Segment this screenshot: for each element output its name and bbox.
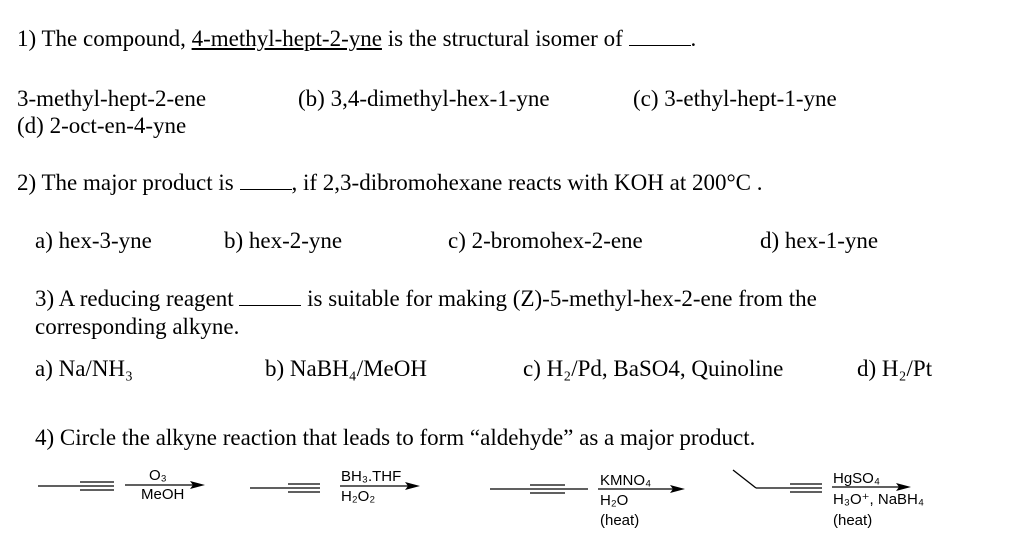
reaction-2-reagent-bottom: H₂O₂ — [341, 488, 376, 505]
q1-option-c: (c) 3-ethyl-hept-1-yne — [633, 86, 837, 111]
q3-option-d: d) H₂/Pt — [857, 356, 933, 381]
reaction-4-alkyne — [733, 470, 822, 492]
q2-option-c: c) 2-bromohex-2-ene — [448, 228, 643, 253]
q2-suffix: , if 2,3-dibromohexane reacts with KOH at 200°C . — [291, 170, 763, 195]
q1-end: . — [690, 26, 697, 51]
q1-option-b: (b) 3,4-dimethyl-hex-1-yne — [298, 86, 550, 111]
reaction-1-reagent-top: O₃ — [149, 467, 167, 484]
reaction-3-reagent-mid: H₂O — [600, 492, 629, 509]
reaction-3-alkyne — [490, 485, 588, 493]
q1-prefix: 1) The compound, — [17, 26, 192, 51]
q2-option-b: b) hex-2-yne — [224, 228, 343, 253]
q2-option-a: a) hex-3-yne — [35, 228, 152, 253]
q3-option-b: b) NaBH₄/MeOH — [265, 356, 427, 381]
q1-option-a: 3-methyl-hept-2-ene — [17, 86, 207, 111]
q3-option-c: c) H₂/Pd, BaSO4, Quinoline — [523, 356, 784, 381]
reaction-1-reagent-bottom: MeOH — [141, 486, 185, 503]
q3-option-a: a) Na/NH₃ — [35, 356, 134, 381]
q3-suffix: is suitable for making (Z)-5-methyl-hex-2-ene from the — [307, 286, 817, 311]
q1-compound: 4-methyl-hept-2-yne — [191, 26, 382, 51]
reaction-2-reagent-top: BH₃.THF — [341, 468, 402, 485]
q4-stem: 4) Circle the alkyne reaction that leads to form “aldehyde” as a major product. — [35, 425, 756, 450]
reaction-3-reagent-top: KMNO₄ — [600, 472, 652, 489]
reaction-3-reagent-bottom: (heat) — [600, 512, 640, 529]
reaction-2-alkyne — [250, 484, 320, 492]
q1-option-d: (d) 2-oct-en-4-yne — [17, 113, 187, 138]
q3-line2: corresponding alkyne. — [35, 314, 240, 339]
reaction-4-reagent-bottom: (heat) — [833, 512, 873, 529]
q2-prefix: 2) The major product is — [17, 170, 234, 195]
q2-option-d: d) hex-1-yne — [760, 228, 879, 253]
q3-prefix: 3) A reducing reagent — [35, 286, 234, 311]
reaction-1-alkyne — [38, 482, 114, 490]
reaction-4-reagent-top: HgSO₄ — [833, 470, 880, 487]
q1-suffix: is the structural isomer of — [381, 26, 623, 51]
reaction-4-reagent-mid: H₃O⁺, NaBH₄ — [833, 491, 924, 508]
